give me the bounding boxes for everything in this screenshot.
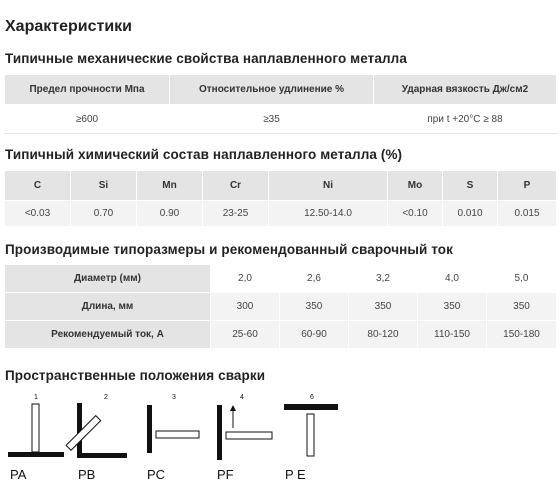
diameter-value: 3,2 bbox=[349, 265, 418, 293]
sizes-row-diameter bbox=[5, 265, 557, 293]
position-pf-icon bbox=[217, 394, 272, 482]
diameter-value: 4,0 bbox=[418, 265, 487, 293]
chem-value-c: <0.03 bbox=[5, 201, 71, 227]
position-label: PB bbox=[78, 467, 96, 482]
chemical-table bbox=[4, 170, 557, 227]
position-number: 1 bbox=[34, 394, 38, 401]
chem-header-si: Si bbox=[71, 171, 137, 201]
mech-header-elongation: Относительное удлинение % bbox=[170, 75, 374, 105]
chem-value-si: 0.70 bbox=[71, 201, 137, 227]
sizes-table bbox=[4, 264, 557, 349]
length-value: 350 bbox=[418, 293, 487, 321]
position-label: P E bbox=[285, 467, 306, 482]
sizes-row-current bbox=[5, 321, 557, 349]
position-pe-icon bbox=[284, 394, 338, 482]
length-value: 350 bbox=[349, 293, 418, 321]
chemical-header-row bbox=[5, 171, 557, 201]
diameter-value: 2,0 bbox=[211, 265, 280, 293]
position-number: 4 bbox=[240, 394, 244, 401]
current-value: 25-60 bbox=[211, 321, 280, 349]
chem-header-mo: Mo bbox=[388, 171, 443, 201]
sizes-label-length: Длина, мм bbox=[5, 293, 211, 321]
arrow-up-icon bbox=[230, 405, 236, 411]
current-value: 150-180 bbox=[487, 321, 557, 349]
chem-header-ni: Ni bbox=[269, 171, 388, 201]
sizes-row-length bbox=[5, 293, 557, 321]
chem-header-p: P bbox=[498, 171, 557, 201]
chem-value-p: 0.015 bbox=[498, 201, 557, 227]
position-pa-icon bbox=[8, 394, 64, 482]
mechanical-value-row bbox=[5, 105, 557, 134]
chem-value-cr: 23-25 bbox=[203, 201, 269, 227]
position-number: 6 bbox=[310, 394, 314, 401]
mechanical-table bbox=[4, 74, 557, 134]
chem-value-mn: 0.90 bbox=[137, 201, 203, 227]
current-value: 110-150 bbox=[418, 321, 487, 349]
mechanical-heading: Типичные механические свойства наплавленного металла bbox=[5, 51, 407, 66]
welding-positions-diagram bbox=[0, 386, 360, 486]
mech-value-strength: ≥600 bbox=[5, 105, 170, 134]
diameter-value: 2,6 bbox=[280, 265, 349, 293]
position-label: PA bbox=[10, 467, 27, 482]
chemical-heading: Типичный химический состав наплавленного металла (%) bbox=[5, 147, 403, 162]
chem-value-ni: 12.50-14.0 bbox=[269, 201, 388, 227]
sizes-heading: Производимые типоразмеры и рекомендованный сварочный ток bbox=[5, 242, 453, 257]
chem-header-s: S bbox=[443, 171, 498, 201]
chemical-value-row bbox=[5, 201, 557, 227]
length-value: 350 bbox=[280, 293, 349, 321]
sizes-label-current: Рекомендуемый ток, А bbox=[5, 321, 211, 349]
mechanical-header-row bbox=[5, 75, 557, 105]
chem-header-mn: Mn bbox=[137, 171, 203, 201]
position-number: 2 bbox=[104, 394, 108, 401]
mech-header-strength: Предел прочности Мпа bbox=[5, 75, 170, 105]
page-title: Характеристики bbox=[5, 18, 133, 35]
mech-value-impact: при t +20°С ≥ 88 bbox=[374, 105, 557, 134]
position-number: 3 bbox=[172, 394, 176, 401]
positions-heading: Пространственные положения сварки bbox=[5, 368, 266, 383]
mech-value-elongation: ≥35 bbox=[170, 105, 374, 134]
chem-header-cr: Cr bbox=[203, 171, 269, 201]
position-label: PF bbox=[217, 467, 234, 482]
chem-header-c: C bbox=[5, 171, 71, 201]
length-value: 350 bbox=[487, 293, 557, 321]
position-pc-icon bbox=[147, 394, 199, 482]
length-value: 300 bbox=[211, 293, 280, 321]
current-value: 80-120 bbox=[349, 321, 418, 349]
position-label: PC bbox=[147, 467, 166, 482]
chem-value-s: 0.010 bbox=[443, 201, 498, 227]
mech-header-impact: Ударная вязкость Дж/см2 bbox=[374, 75, 557, 105]
sizes-label-diameter: Диаметр (мм) bbox=[5, 265, 211, 293]
diameter-value: 5,0 bbox=[487, 265, 557, 293]
position-pb-icon bbox=[66, 394, 127, 482]
chem-value-mo: <0.10 bbox=[388, 201, 443, 227]
current-value: 60-90 bbox=[280, 321, 349, 349]
